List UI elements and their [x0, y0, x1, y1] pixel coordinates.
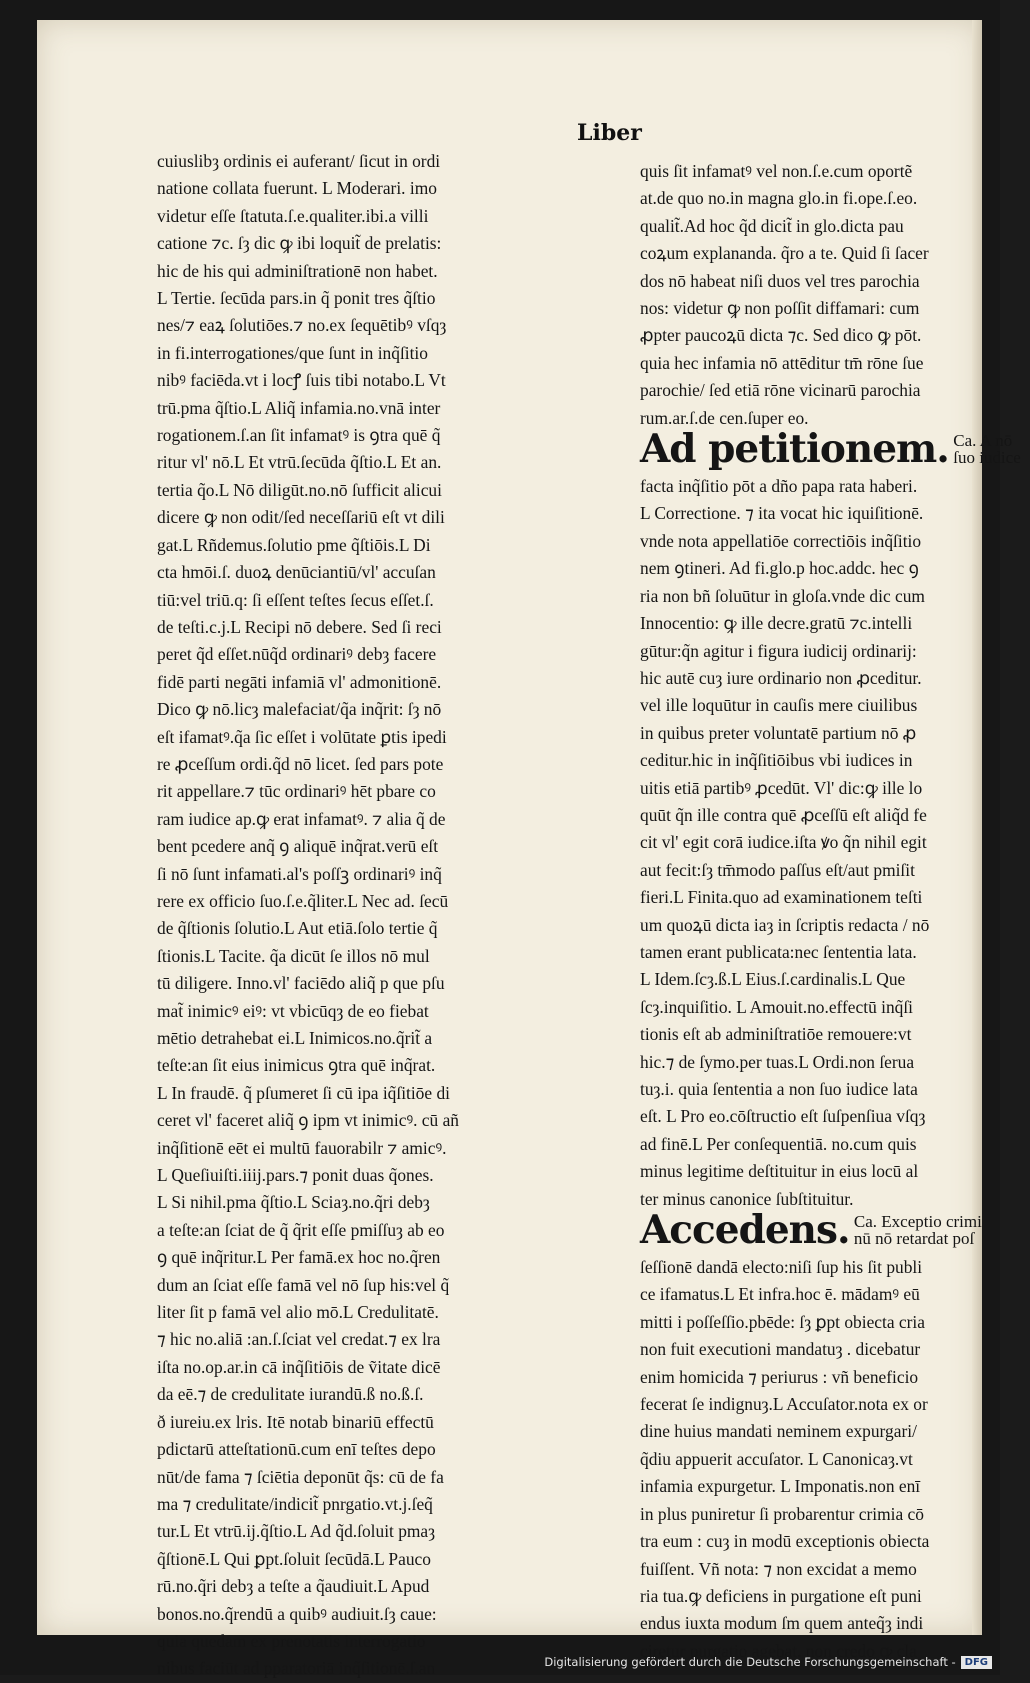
funding-text: Digitalisierung gefördert durch die Deutsche Forschungsgemeinschaft - [544, 1655, 956, 1669]
text-line: nūt/de fama ⁊ ſciētia deponūt q̃s: cū de fa [157, 1466, 444, 1487]
text-line: tamen erant publicata:nec ſententia lata. [640, 941, 917, 962]
text-line: gat.L Rñdemus.ſolutio pme q̃ſtiōis.L Di [157, 534, 431, 555]
heading-note-2b: nū nō retardat poſ [853, 1229, 975, 1249]
text-line: vnde nota appellatiōe correctiōis inq̃ſitio [640, 530, 922, 551]
text-line: q̃ſtionē.L Qui ꝑpt.ſoluit ſecūdā.L Pauco [157, 1548, 431, 1569]
text-line: enim homicida ⁊ periurus : vñ beneficio [640, 1366, 919, 1387]
text-line: ſcȝ.inquiſitio. L Amouit.no.effectū inq̃ſi [640, 996, 914, 1017]
dfg-logo: DFG [961, 1656, 992, 1669]
text-line: rere ex officio ſuo.ſ.e.q̃liter.L Nec ad. ſecū [157, 890, 449, 911]
text-line: endus iuxta modum ſm quem anteq̃ȝ indi [640, 1613, 924, 1634]
text-line: bent pcedere anq̃ ꝯ aliquē inq̃rat.verū eſt [157, 836, 439, 857]
text-line: tū diligere. Inno.vl' faciēdo aliq̃ p que pſu [157, 973, 445, 994]
text-line: fieri.L Finita.quo ad examinationem teſti [640, 887, 923, 908]
text-line: ram iudice ap.ꝙ erat infamatꝰ. ⁊ alia q̃ de [157, 808, 446, 829]
text-line: a teſte:an ſciat de q̃ q̃rit eſſe pmiſſuȝ ab eo [157, 1219, 445, 1240]
text-line: rū.no.q̃ri debȝ a teſte a q̃audiuit.L Apud [157, 1576, 430, 1597]
text-line: L Tertie. ſecūda pars.in q̃ ponit tres q̃ſtio [157, 288, 436, 309]
text-line: ria non bñ ſoluūtur in gloſa.vnde dic cum [640, 585, 925, 606]
text-line: ria tua.ꝙ deficiens in purgatione eſt puni [640, 1585, 922, 1606]
text-line: eſt ifamatꝰ.q̃a ſic eſſet i volūtate ꝑtis ipedi [157, 726, 447, 747]
text-line: quis ſit infamatꝰ vel non.ſ.e.cum oportẽ [640, 161, 913, 181]
text-line: trū.pma q̃ſtio.L Aliq̃ infamia.no.vnā inter [157, 397, 441, 418]
text-line: uitis etiā partibꝰ ꝓcedūt. Vl' dic:ꝙ ille lo [640, 777, 923, 798]
text-line: gūtur:q̃n agitur i figura iudicij ordinarij: [640, 640, 917, 661]
text-line: infamia expurgetur. L Imponatis.non enī [640, 1476, 921, 1497]
text-line: fecerat ſe indignuȝ.L Accuſator.nota ex or [640, 1394, 928, 1415]
text-line: at.de quo no.in magna glo.in fi.ope.ſ.eo. [640, 188, 918, 209]
text-line: fidē parti negāti infamiā vl' admonitionē. [157, 671, 442, 692]
text-line: Dico ꝙ nō.licȝ malefaciat/q̃a inq̃rit: ſȝ nō [157, 699, 442, 720]
text-line: de q̃ſtionis ſolutio.L Aut etiā.ſolo tertie q̃ [157, 918, 438, 939]
text-line: rit appellare.⁊ tūc ordinariꝰ hēt pbare co [157, 781, 436, 802]
text-line: coꝝum explananda. q̃ro a te. Quid ſi ſacer [640, 243, 929, 264]
text-line: in quibus preter voluntatē partium nō ꝓ [640, 722, 917, 743]
text-line: hic de his qui adminiſtrationē non habet. [157, 260, 438, 281]
heading-ad-petitionem-text: Ad petitionem. [640, 426, 949, 473]
text-line: ⁊ hic no.aliā :an.ſ.ſciat vel credat.⁊ ex lra [157, 1329, 441, 1350]
text-line: nibus faciūt ad pparatoriā inq̃ſitionē.ſ.an [157, 1658, 436, 1679]
text-line: facta inq̃ſitio pōt a dño papa rata haberi. [640, 476, 918, 497]
text-line: hic autē cuȝ iure ordinario non ꝓceditur. [640, 667, 922, 688]
section-heading-accedens [640, 1207, 1030, 1254]
text-line: ſtionis.L Tacite. q̃a dicūt ſe illos nō mul [157, 945, 430, 966]
text-line: catione ⁊c. ſȝ dic ꝙ ibi loquit̃ de prelatis: [157, 233, 442, 254]
text-line: nos: videtur ꝙ non poſſit diffamari: cum [640, 298, 920, 319]
text-line: peret q̃d eſſet.nūq̃d ordinariꝰ debȝ facere [157, 644, 437, 665]
text-line: ceditur.hic in inq̃ſitiōibus vbi iudices in [640, 750, 913, 771]
text-line: de teſti.c.j.L Recipi nō debere. Sed ſi reci [157, 616, 442, 637]
text-line: ꝯ quē inq̃ritur.L Per famā.ex hoc no.q̃ren [157, 1247, 441, 1268]
text-line: rum.ar.ſ.de cen.ſuper eo. [640, 407, 809, 428]
text-line: pdictarū atteſtationū.cum enī teſtes depo [157, 1439, 436, 1460]
text-line: rogationem.ſ.an ſit infamatꝰ is ꝯtra quē q̃ [157, 425, 441, 446]
text-line: ad finē.L Per conſequentiā. no.cum quis [640, 1133, 917, 1154]
text-line: dos nō habeat niſi duos vel tres parochia [640, 270, 920, 291]
text-line: tra eum : cuȝ in modū exceptionis obiecta [640, 1531, 930, 1552]
text-line: in plus puniretur ſi probarentur crimia cō [640, 1503, 924, 1524]
text-line: nes/⁊ eaꝝ ſolutiōes.⁊ no.ex ſequētibꝰ vſqȝ [157, 315, 447, 336]
text-line: ritur vl' nō.L Et vtrū.ſecūda q̃ſtio.L Et an. [157, 452, 442, 473]
text-line: dine huius mandati neminem expurgari/ [640, 1421, 917, 1442]
text-line: cit vl' egit corā iudice.iſta ꝟo q̃n nihil egit [640, 832, 927, 853]
text-line: tionis eſt ab adminiſtratiōe remouere:vt [640, 1024, 912, 1045]
text-line: parochie/ ſed etiā rōne vicinarū parochia [640, 380, 921, 401]
running-header: Liber [577, 120, 642, 146]
text-line: q̃diu appuerit accuſator. L Canonicaȝ.vt [640, 1448, 913, 1469]
right-column-middle-text [640, 473, 1030, 1213]
text-line: ſeſſionē dandā electo:niſi ſup his ſit publi [640, 1257, 923, 1278]
text-line: quūt q̃n ille contra quē ꝓceſſū eſt aliq̃d fe [640, 804, 927, 825]
text-line: ꝓpter paucoꝝū dicta ⁊c. Sed dico ꝙ pōt. [640, 325, 922, 346]
text-line: eſt. L Pro eo.cōſtructio eſt ſuſpenſiua vſqȝ [640, 1106, 926, 1127]
text-line: ciretur purgatio agebat. non credo ꝙ cla [640, 1640, 917, 1661]
heading-note-1a: Ca. A nō [953, 431, 1013, 451]
text-line: qualit̃.Ad hoc q̃d dicit̃ in glo.dicta pau [640, 215, 904, 236]
text-line: nem ꝯtineri. Ad fi.glo.p hoc.addc. hec ꝯ [640, 558, 919, 579]
text-line: hic.⁊ de ſymo.per tuas.L Ordi.non ſerua [640, 1051, 915, 1072]
text-line: Innocentio: ꝙ ille decre.gratū ⁊c.intelli [640, 613, 913, 634]
right-column-bottom-text [640, 1254, 1030, 1665]
text-line: tur.L Et vtrū.ij.q̃ſtio.L Ad q̃d.ſoluit pmaȝ [157, 1521, 436, 1542]
heading-accedens-text: Accedens. [640, 1207, 850, 1254]
text-line: non fuit executioni mandatuȝ . dicebatur [640, 1339, 921, 1360]
text-line: liter ſit p famā vel alio mō.L Credulitatē. [157, 1302, 439, 1323]
text-line: tuȝ.i. quia ſententia a non ſuo iudice lata [640, 1079, 918, 1099]
text-line: L Correctione. ⁊ ita vocat hic iquiſitionē. [640, 503, 924, 524]
text-line: dicere ꝙ non odit/ſed neceſſariū eſt vt dili [157, 507, 445, 528]
text-line: cuiuslibȝ ordinis ei auferant/ ſicut in ordi [157, 151, 441, 171]
text-line: ma ⁊ credulitate/indicit̃ pnrgatio.vt.j.ſeq̃ [157, 1493, 433, 1514]
text-line: cta hmōi.ſ. duoꝝ denūciantiū/vl' accuſan [157, 562, 436, 583]
section-heading-ad-petitionem [640, 426, 1030, 473]
text-line: re ꝓceſſum ordi.q̃d nō licet. ſed pars pote [157, 753, 444, 774]
text-line: minus legitime deſtituitur in eius locū al [640, 1161, 919, 1182]
text-line: natione collata fuerunt. L Moderari. imo [157, 178, 437, 199]
text-line: in fi.interrogationes/que ſunt in inq̃ſitio [157, 342, 428, 363]
text-line: L Queſiuiſti.iiij.pars.⁊ ponit duas q̃ones. [157, 1165, 434, 1186]
text-line: aut fecit:ſȝ tm̄modo paſſus eſt/aut pmiſit [640, 859, 915, 880]
text-line: inq̃ſitionē eēt ei multū fauorabilr ⁊ amicꝰ. [157, 1137, 447, 1158]
text-line: da eē.⁊ de credulitate iurandū.ß no.ß.ſ. [157, 1384, 424, 1405]
text-line: ce ifamatus.L Et infra.hoc ē. mādamꝰ eū [640, 1284, 920, 1305]
text-line: um quoꝝū dicta iaȝ in ſcriptis redacta / nō [640, 914, 930, 935]
text-line: ceret vl' faceret aliq̃ ꝯ ipm vt inimicꝰ. cū añ [157, 1110, 459, 1131]
right-column-top-text [640, 158, 1030, 432]
funding-footer [544, 1655, 992, 1669]
text-line: quia quedam ex prenotatis interrogatio [157, 1630, 426, 1651]
text-line: teſte:an ſit eius inimicus ꝯtra quē inq̃rat. [157, 1055, 436, 1076]
heading-note-2a: Ca. Exceptio crimi [853, 1212, 982, 1232]
text-line: L Idem.ſcȝ.ß.L Eius.ſ.cardinalis.L Que [640, 969, 906, 990]
text-line: ſi nō ſunt infamati.al's poſſꝫ ordinariꝰ inq̃ [157, 863, 442, 884]
text-line: ð iureiu.ex lris. Itē notab binariū effectū [157, 1411, 434, 1432]
text-line: dum an ſciat eſſe famā vel nō ſup his:vel q̃ [157, 1274, 450, 1295]
text-line: iſta no.op.ar.in cā inq̃ſitiōis de ṽitate dicē [157, 1356, 441, 1377]
left-column [157, 148, 592, 1683]
right-column [640, 158, 1030, 1665]
text-line: mat̃ inimicꝰ eiꝰ: vt vbicūqȝ de eo fiebat [157, 1000, 429, 1021]
text-line: ter minus canonice ſubſtituitur. [640, 1188, 854, 1209]
text-line: videtur eſſe ſtatuta.ſ.e.qualiter.ibi.a villi [157, 205, 429, 226]
text-line: mitti i poſſeſſio.pbēde: ſȝ ꝑpt obiecta cria [640, 1311, 925, 1332]
text-line: L Si nihil.pma q̃ſtio.L Sciaȝ.no.q̃ri debȝ [157, 1192, 430, 1213]
text-line: vel ille loquūtur in cauſis mere ciuilibus [640, 695, 918, 716]
text-line: fuiſſent. Vñ nota: ⁊ non excidat a memo [640, 1558, 917, 1579]
text-line: nibꝰ faciēda.vt i locꝭ ſuis tibi notabo.L Vt [157, 370, 446, 391]
text-line: bonos.no.q̃rendū a quibꝰ audiuit.ſȝ caue: [157, 1603, 437, 1624]
heading-note-1b: ſuo iudice [953, 448, 1021, 468]
text-line: quia hec infamia nō attēditur tm̄ rōne ſue [640, 352, 924, 373]
text-line: tiū:vel triū.q: ſi eſſent teſtes ſecus eſſet.ſ. [157, 589, 434, 610]
text-line: mētio detrahebat ei.L Inimicos.no.q̃rit̃ a [157, 1028, 433, 1048]
text-line: L In fraudē. q̃ pſumeret ſi cū ipa iq̃ſitiōe di [157, 1082, 450, 1103]
text-line: tertia q̃o.L Nō diligūt.no.nō ſufficit alicui [157, 479, 442, 500]
